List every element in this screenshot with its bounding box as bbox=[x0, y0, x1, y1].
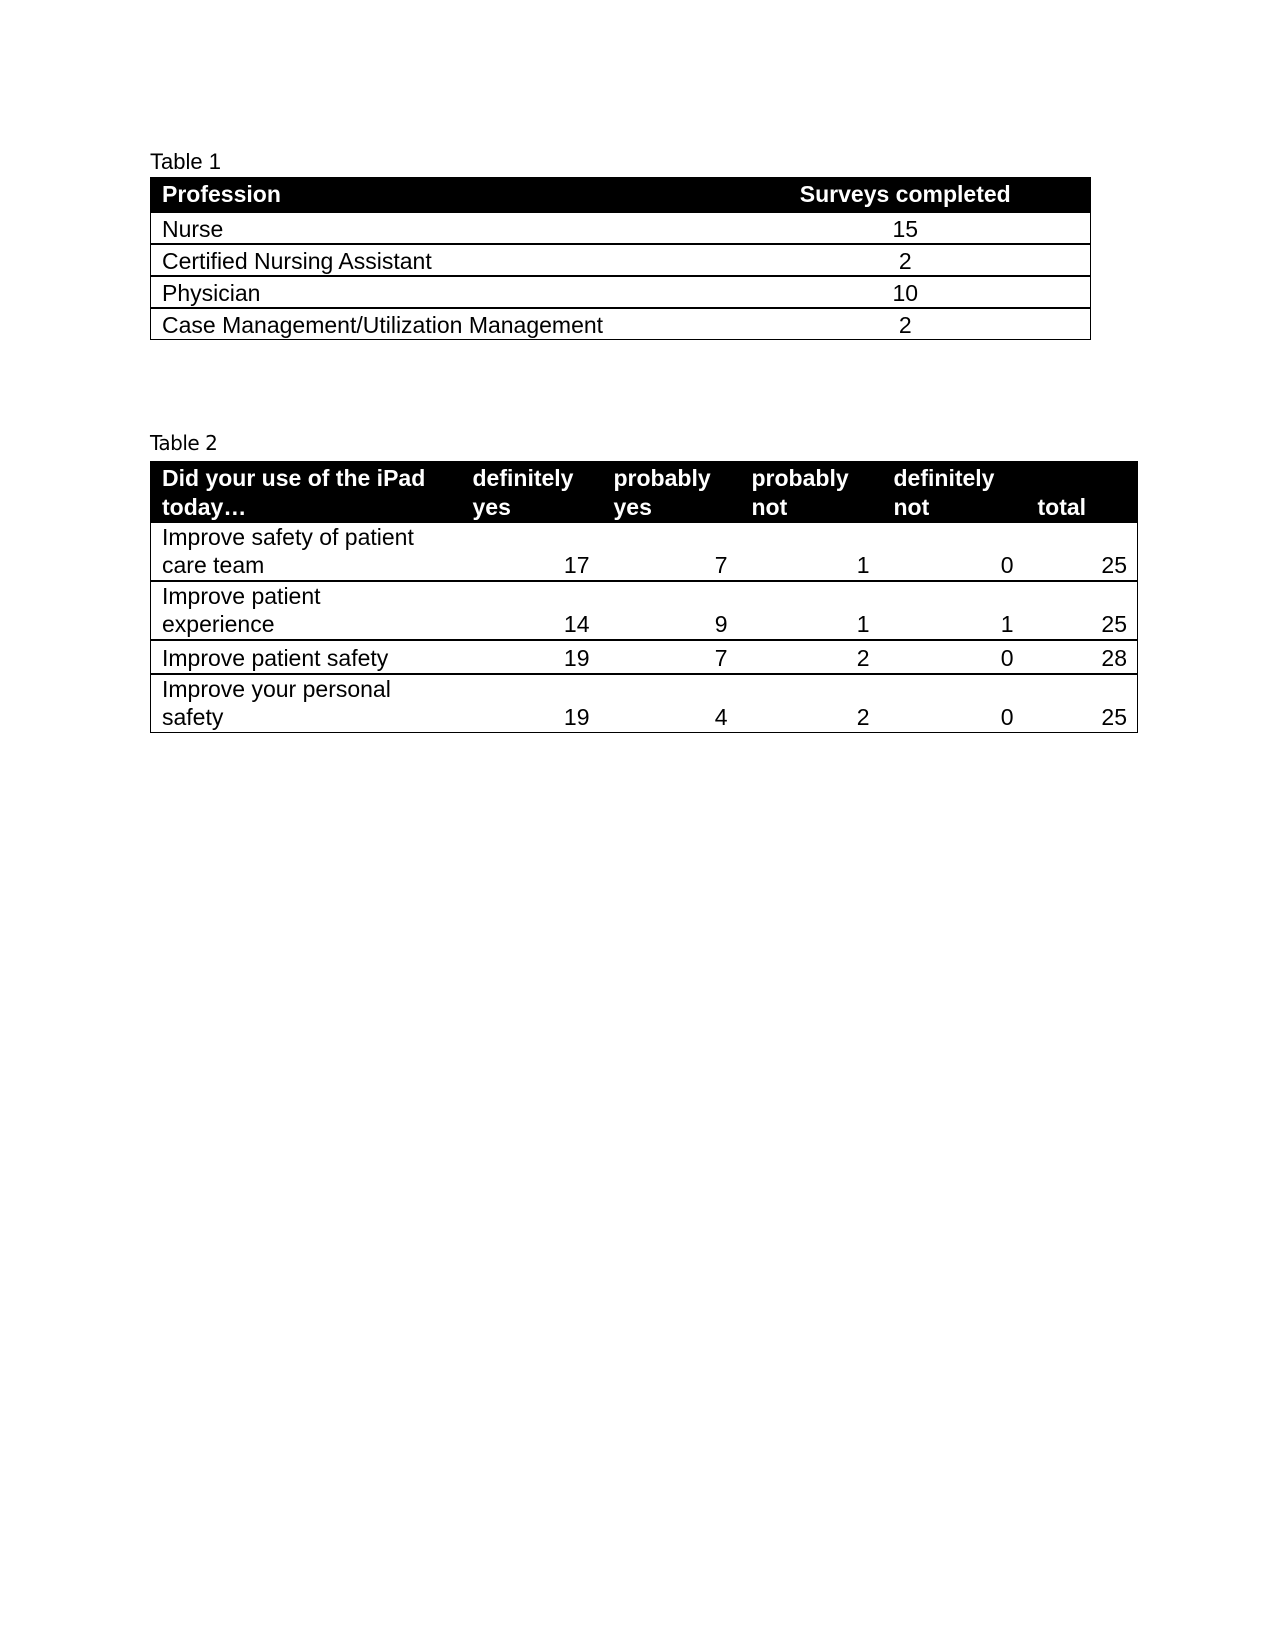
total-cell: 25 bbox=[1028, 674, 1138, 733]
header-probably-not bbox=[742, 462, 884, 524]
question-cell bbox=[151, 581, 463, 640]
table2-ipad-survey bbox=[150, 461, 1138, 733]
definitely-not-cell: 0 bbox=[1000, 552, 1014, 578]
definitely-yes-cell: 19 bbox=[463, 674, 604, 733]
definitely-yes-cell: 14 bbox=[463, 581, 604, 640]
table-row bbox=[151, 674, 1138, 733]
header-question-line2: today… bbox=[162, 494, 247, 520]
header-line2: not bbox=[751, 494, 788, 520]
question-cell: Improve patient safety bbox=[151, 640, 463, 674]
probably-not-cell: 2 bbox=[742, 640, 884, 674]
profession-cell: Certified Nursing Assistant bbox=[151, 244, 721, 276]
table1-professions bbox=[150, 177, 1091, 340]
question-line1: Improve safety of patient bbox=[162, 524, 414, 550]
definitely-yes-cell: 17 bbox=[563, 552, 590, 578]
probably-yes-cell: 7 bbox=[714, 552, 728, 578]
table-row bbox=[151, 581, 1138, 640]
definitely-not-cell: 0 bbox=[884, 640, 1028, 674]
total-cell: 28 bbox=[1028, 640, 1138, 674]
question-line2: experience bbox=[162, 611, 275, 637]
table-row bbox=[151, 523, 1138, 581]
table2-caption: Table 2 bbox=[150, 431, 218, 455]
question-cell bbox=[151, 674, 463, 733]
surveys-cell: 15 bbox=[721, 212, 1091, 244]
header-line1: definitely bbox=[472, 465, 574, 491]
total-cell: 25 bbox=[1028, 581, 1138, 640]
header-question-line1: Did your use of the iPad bbox=[162, 465, 426, 491]
definitely-not-cell: 1 bbox=[884, 581, 1028, 640]
header-line1: probably bbox=[751, 465, 849, 491]
header-line2: not bbox=[893, 494, 930, 520]
definitely-yes-cell: 19 bbox=[463, 640, 604, 674]
header-line1: definitely bbox=[893, 465, 995, 491]
table2-header-row bbox=[151, 462, 1138, 524]
table-row bbox=[151, 212, 1091, 244]
question-line1: Improve patient bbox=[162, 583, 321, 609]
header-line2: yes bbox=[613, 494, 652, 520]
header-surveys-completed: Surveys completed bbox=[721, 178, 1091, 213]
profession-cell: Physician bbox=[151, 276, 721, 308]
table1-header-row bbox=[151, 178, 1091, 213]
total-cell: 25 bbox=[1101, 552, 1127, 578]
header-question bbox=[151, 462, 463, 524]
header-line2: total bbox=[1037, 494, 1087, 520]
profession-cell: Case Management/Utilization Management bbox=[151, 308, 721, 340]
question-line2: care team bbox=[162, 552, 265, 578]
header-line2: yes bbox=[472, 494, 511, 520]
table-row bbox=[151, 640, 1138, 674]
probably-yes-cell: 7 bbox=[604, 640, 742, 674]
header-line1: probably bbox=[613, 465, 711, 491]
header-total bbox=[1028, 462, 1138, 524]
surveys-cell: 2 bbox=[721, 244, 1091, 276]
question-line2: safety bbox=[162, 704, 224, 730]
header-definitely-yes bbox=[463, 462, 604, 524]
probably-yes-cell: 9 bbox=[604, 581, 742, 640]
header-probably-yes bbox=[604, 462, 742, 524]
probably-not-cell: 1 bbox=[856, 552, 870, 578]
surveys-cell: 2 bbox=[721, 308, 1091, 340]
profession-cell: Nurse bbox=[151, 212, 721, 244]
header-profession: Profession bbox=[151, 178, 721, 213]
table1-caption: Table 1 bbox=[150, 149, 221, 174]
probably-yes-cell: 4 bbox=[604, 674, 742, 733]
probably-not-cell: 2 bbox=[742, 674, 884, 733]
question-line1: Improve your personal bbox=[162, 676, 391, 702]
table-row bbox=[151, 244, 1091, 276]
table-row bbox=[151, 308, 1091, 340]
table-row bbox=[151, 276, 1091, 308]
header-definitely-not bbox=[884, 462, 1028, 524]
question-cell bbox=[151, 523, 463, 581]
surveys-cell: 10 bbox=[721, 276, 1091, 308]
definitely-not-cell: 0 bbox=[884, 674, 1028, 733]
probably-not-cell: 1 bbox=[742, 581, 884, 640]
